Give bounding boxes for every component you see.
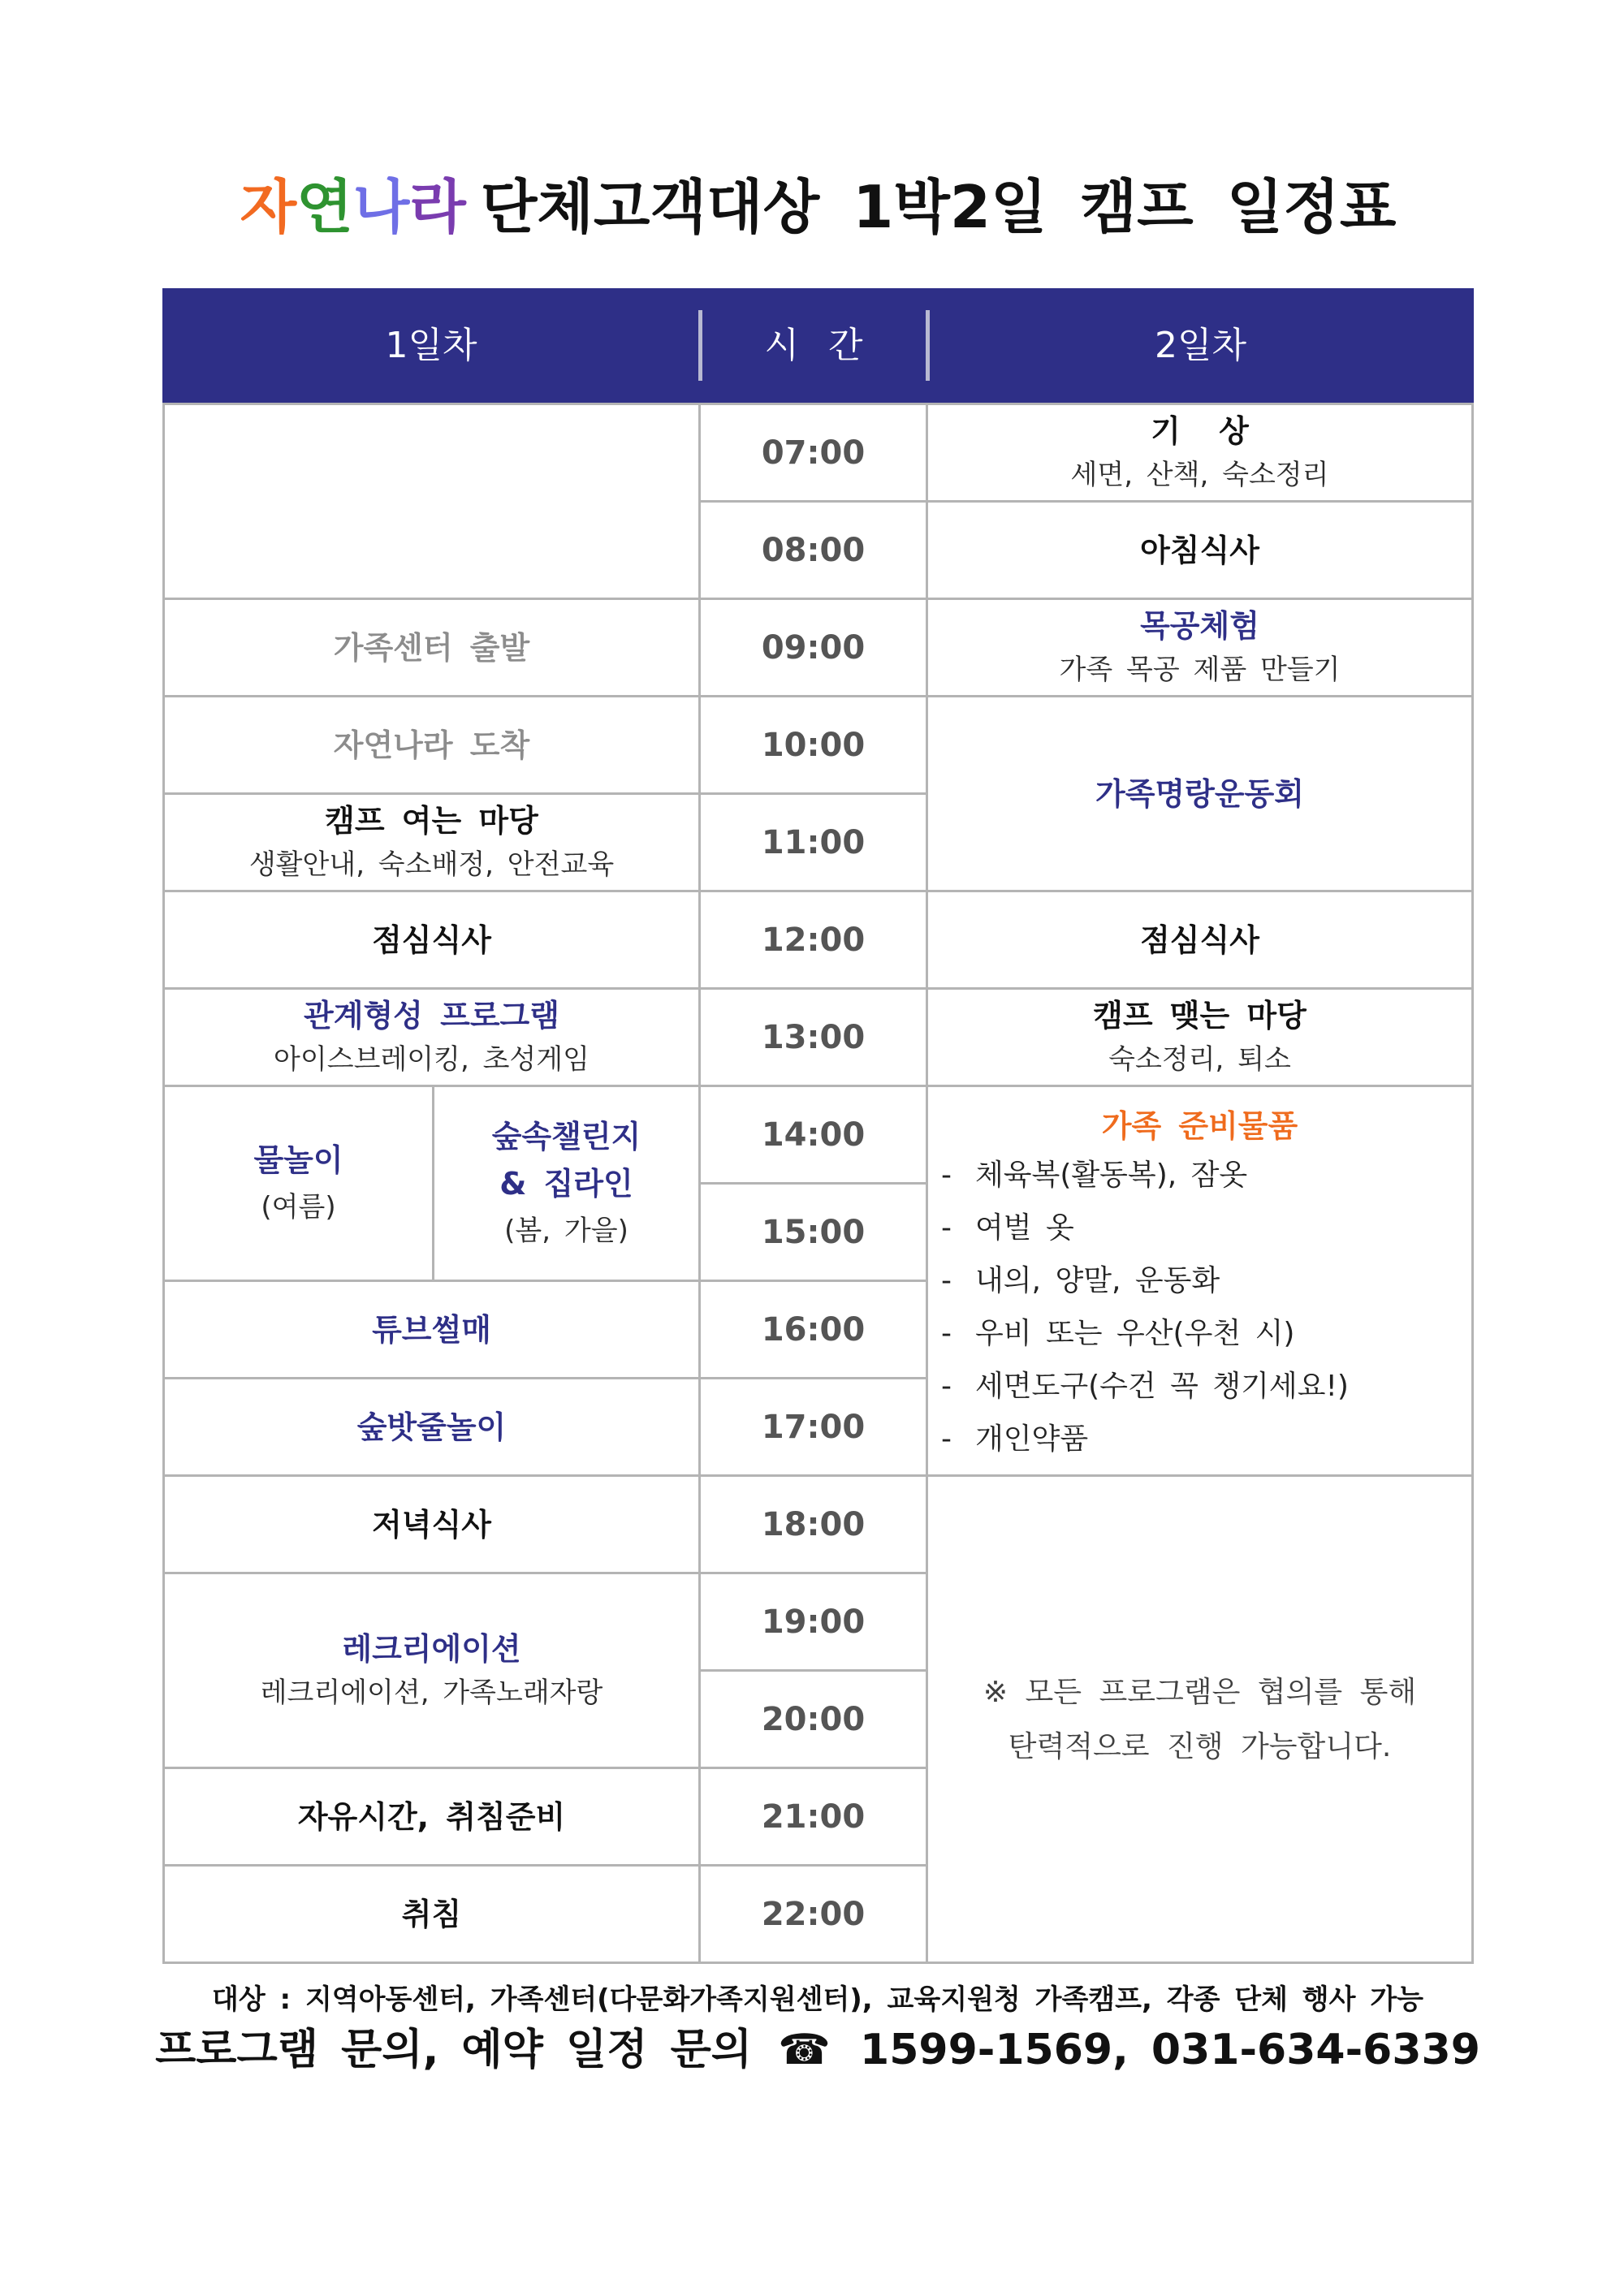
time-cell: 16:00 (701, 1282, 926, 1377)
activity-detail: 세면, 산책, 숙소정리 (1070, 458, 1329, 491)
activity-detail: 아이스브레이킹, 초성게임 (274, 1042, 590, 1076)
phone-numbers: 1599-1569, 031-634-6339 (860, 2026, 1480, 2074)
brand-char: 연 (296, 173, 353, 241)
bullet: - (941, 1211, 952, 1245)
day1-lunch-cell (165, 892, 698, 987)
supplies-list (928, 1149, 1471, 1465)
header-day1: 1일차 (385, 325, 477, 366)
supplies-item-text: 우비 또는 우산(우천 시) (975, 1317, 1295, 1350)
time-cell: 14:00 (701, 1087, 926, 1182)
day1-bonding-cell (165, 990, 698, 1085)
day2-wake-up-cell (928, 405, 1471, 500)
activity-title: 관계형성 프로그램 (304, 997, 559, 1034)
target-audience: 대상 : 지역아동센터, 가족센터(다문화가족지원센터), 교육지원청 가족캠프, 각종 단체 행사 가능 (211, 1983, 1424, 2016)
day2-supplies-cell (928, 1087, 1471, 1474)
time-cell: 11:00 (701, 795, 926, 890)
activity-detail: 숙소정리, 퇴소 (1108, 1042, 1291, 1076)
activity-title: 튜브썰매 (372, 1311, 491, 1348)
brand-char: 자 (240, 173, 297, 241)
day2-lunch-cell (928, 892, 1471, 987)
supplies-item-text: 체육복(활동복), 잠옷 (975, 1159, 1248, 1192)
activity-title: 취침 (401, 1896, 462, 1932)
activity-detail: 레크리에이션, 가족노래자랑 (260, 1676, 603, 1709)
supplies-item (941, 1254, 1471, 1307)
supplies-item-text: 내의, 양말, 운동화 (975, 1264, 1220, 1297)
brand-char: 나 (352, 173, 410, 241)
activity-title: 가족명랑운동회 (1095, 775, 1304, 812)
activity-title: 기 상 (1151, 412, 1249, 449)
activity-title: 숲속챌린지 (491, 1118, 641, 1154)
day1-dinner-cell (165, 1477, 698, 1572)
day1-forest-challenge-cell (434, 1087, 698, 1280)
time-cell: 15:00 (701, 1185, 926, 1280)
activity-title: 가족센터 출발 (333, 629, 530, 666)
supplies-item-text: 여벌 옷 (975, 1211, 1074, 1245)
time-cell: 18:00 (701, 1477, 926, 1572)
schedule-table (162, 403, 1474, 1964)
day2-woodwork-cell (928, 600, 1471, 695)
time-cell: 10:00 (701, 697, 926, 792)
brand-char: 라 (409, 173, 466, 241)
bullet: - (941, 1370, 952, 1403)
note-text: 탄력적으로 진행 가능합니다. (1008, 1729, 1392, 1763)
day1-bedtime-cell (165, 1867, 698, 1962)
schedule-header (162, 288, 1474, 403)
time-cell: 17:00 (701, 1379, 926, 1474)
day2-note-cell (928, 1477, 1471, 1962)
day2-family-sports-cell (928, 697, 1471, 890)
day1-tube-sled-cell (165, 1282, 698, 1377)
time-cell: 07:00 (701, 405, 926, 500)
activity-title: & 집라인 (499, 1165, 633, 1202)
note-text: ※ 모든 프로그램은 협의를 통해 (983, 1675, 1417, 1709)
day1-rope-play-cell (165, 1379, 698, 1474)
time-cell: 20:00 (701, 1672, 926, 1767)
supplies-item (941, 1307, 1471, 1360)
activity-title: 레크리에이션 (342, 1630, 521, 1667)
time-cell: 22:00 (701, 1867, 926, 1962)
day1-free-time-cell (165, 1769, 698, 1864)
supplies-item-text: 세면도구(수건 꼭 챙기세요!) (975, 1370, 1349, 1403)
header-day2: 2일차 (1154, 325, 1246, 366)
supplies-item (941, 1202, 1471, 1254)
bullet: - (941, 1159, 952, 1192)
time-cell: 21:00 (701, 1769, 926, 1864)
day1-recreation-cell (165, 1574, 698, 1767)
supplies-item-text: 개인약품 (975, 1422, 1089, 1456)
activity-title: 저녁식사 (372, 1506, 491, 1543)
activity-detail: (여름) (261, 1190, 336, 1224)
activity-detail: 가족 목공 제품 만들기 (1059, 653, 1341, 686)
supplies-title: 가족 준비물품 (1101, 1108, 1298, 1144)
title-text: 단체고객대상 1박2일 캠프 일정표 (480, 173, 1397, 241)
activity-title: 자연나라 도착 (333, 727, 530, 763)
time-cell: 13:00 (701, 990, 926, 1085)
activity-title: 자유시간, 취침준비 (297, 1798, 566, 1835)
activity-title: 점심식사 (1140, 921, 1259, 958)
phone-icon: ☎ (778, 2026, 831, 2074)
supplies-item (941, 1413, 1471, 1465)
activity-title: 물놀이 (253, 1142, 343, 1178)
activity-detail: 생활안내, 숙소배정, 안전교육 (248, 848, 615, 881)
day2-closing-cell (928, 990, 1471, 1085)
time-cell: 12:00 (701, 892, 926, 987)
day1-depart-cell (165, 600, 698, 695)
bullet: - (941, 1422, 952, 1456)
bullet: - (941, 1264, 952, 1297)
day1-water-play-cell (165, 1087, 432, 1280)
header-time: 시 간 (764, 325, 863, 366)
activity-title: 목공체험 (1140, 607, 1259, 644)
bullet: - (941, 1317, 952, 1350)
page-title (162, 166, 1474, 248)
supplies-item (941, 1149, 1471, 1202)
day1-empty-cell (165, 405, 698, 598)
time-cell: 19:00 (701, 1574, 926, 1669)
activity-title: 캠프 맺는 마당 (1093, 997, 1307, 1034)
activity-title: 숲밧줄놀이 (356, 1409, 507, 1445)
time-cell: 09:00 (701, 600, 926, 695)
contact-line (87, 2022, 1548, 2078)
contact-label: 프로그램 문의, 예약 일정 문의 (155, 2026, 753, 2074)
day2-breakfast-cell (928, 503, 1471, 598)
activity-title: 캠프 여는 마당 (325, 802, 538, 839)
day1-arrive-cell (165, 697, 698, 792)
supplies-item (941, 1360, 1471, 1413)
day1-opening-cell (165, 795, 698, 890)
activity-title: 아침식사 (1140, 532, 1259, 568)
time-cell: 08:00 (701, 503, 926, 598)
activity-detail: (봄, 가을) (504, 1214, 628, 1247)
activity-title: 점심식사 (372, 921, 491, 958)
